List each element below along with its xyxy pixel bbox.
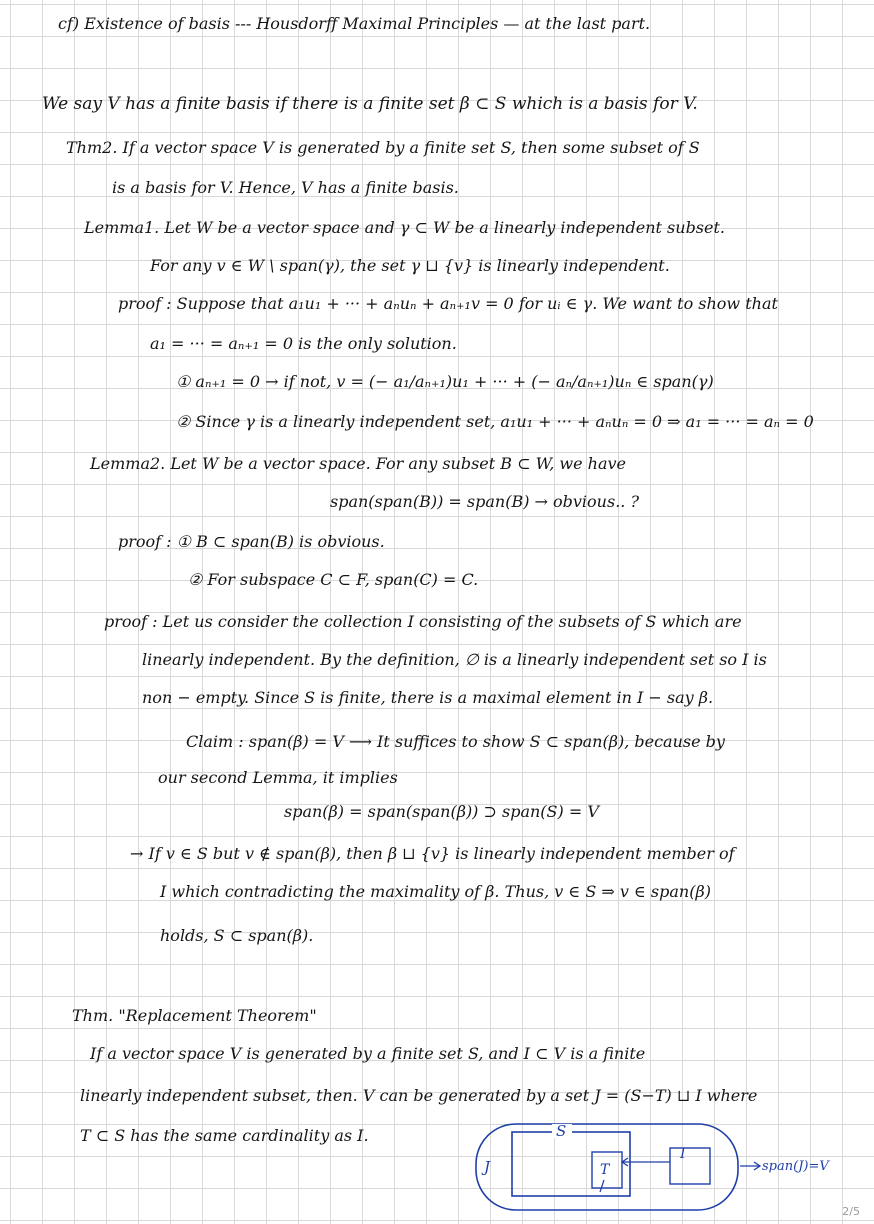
note-line: span(β) = span(span(β)) ⊃ span(S) = V: [284, 802, 599, 821]
note-line: a₁ = ··· = aₙ₊₁ = 0 is the only solution.: [150, 334, 457, 353]
note-line: linearly independent subset, then. V can be generated by a set J = (S−T) ⊔ I where: [80, 1086, 758, 1105]
note-line: ① aₙ₊₁ = 0 → if not, v = (− a₁/aₙ₊₁)u₁ + ··· + (− aₙ/aₙ₊₁)uₙ ∈ span(γ): [176, 372, 714, 391]
note-line: ② Since γ is a linearly independent set, a₁u₁ + ··· + aₙuₙ = 0 ⇒ a₁ = ··· = aₙ = 0: [176, 412, 814, 431]
set-i-label: I: [680, 1146, 686, 1162]
note-line: proof : ① B ⊂ span(B) is obvious.: [118, 532, 385, 551]
note-line: holds, S ⊂ span(β).: [160, 926, 314, 945]
note-line: proof : Suppose that a₁u₁ + ··· + aₙuₙ + aₙ₊₁v = 0 for uᵢ ∈ γ. We want to show that: [118, 294, 778, 313]
note-line: our second Lemma, it implies: [158, 768, 398, 787]
set-t-label: T: [600, 1162, 610, 1178]
set-j-label: J: [484, 1158, 491, 1176]
set-s-label: S: [556, 1122, 567, 1140]
note-line: Lemma2. Let W be a vector space. For any subset B ⊂ W, we have: [90, 454, 627, 473]
note-line: I which contradicting the maximality of β. Thus, v ∈ S ⇒ v ∈ span(β): [160, 882, 711, 901]
note-line: We say V has a finite basis if there is a finite set β ⊂ S which is a basis for V.: [42, 94, 698, 114]
note-line: non − empty. Since S is finite, there is a maximal element in I − say β.: [142, 688, 714, 707]
t-out-arrow: [600, 1180, 604, 1192]
note-line: → If v ∈ S but v ∉ span(β), then β ⊔ {v} is linearly independent member of: [130, 844, 735, 863]
set-i-box: [670, 1148, 710, 1184]
note-line: For any v ∈ W \ span(γ), the set γ ⊔ {v} is linearly independent.: [150, 256, 670, 275]
note-line: Thm2. If a vector space V is generated by a finite set S, then some subset of S: [66, 138, 700, 157]
replacement-diagram: [470, 1118, 870, 1218]
note-line: If a vector space V is generated by a finite set S, and I ⊂ V is a finite: [90, 1044, 646, 1063]
note-line: linearly independent. By the definition, ∅ is a linearly independent set so I is: [142, 650, 767, 669]
note-line: proof : Let us consider the collection I consisting of the subsets of S which are: [104, 612, 742, 631]
note-line: Claim : span(β) = V ⟶ It suffices to show S ⊂ span(β), because by: [186, 732, 725, 751]
note-line: cf) Existence of basis --- Housdorff Maximal Principles — at the last part.: [58, 14, 651, 33]
note-line: ② For subspace C ⊂ F, span(C) = C.: [188, 570, 479, 589]
span-j-label: span(J)=V: [762, 1159, 829, 1174]
note-line: T ⊂ S has the same cardinality as I.: [80, 1126, 369, 1145]
note-line: is a basis for V. Hence, V has a finite basis.: [112, 178, 459, 197]
page-number: 2/5: [842, 1205, 860, 1218]
note-line: Thm. "Replacement Theorem": [72, 1006, 317, 1025]
note-line: Lemma1. Let W be a vector space and γ ⊂ W be a linearly independent subset.: [84, 218, 725, 237]
note-line: span(span(B)) = span(B) → obvious.. ?: [330, 492, 640, 511]
set-s-box: [512, 1132, 630, 1196]
